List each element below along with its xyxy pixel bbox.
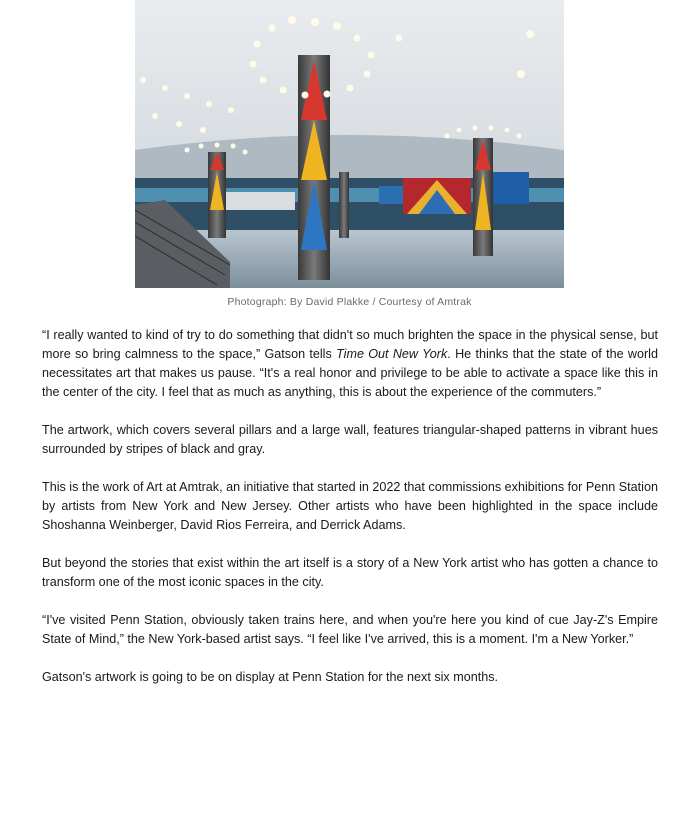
article-paragraph: But beyond the stories that exist within the art itself is a story of a New York artist who has gotten a chance to transform one of the most iconic spaces in the city.: [42, 556, 658, 589]
article-photo: [135, 0, 564, 288]
article-paragraph: Gatson's artwork is going to be on display at Penn Station for the next six months.: [42, 670, 499, 684]
penn-station-illustration: [135, 0, 564, 288]
article-body: [42, 326, 658, 706]
article-paragraph: This is the work of Art at Amtrak, an initiative that started in 2022 that commissions exhibitions for Penn Station by artists from New York and New Jersey. Other artists who have been highlighted in the space include Shoshanna Weinberger, David Rios Ferreira, and Derrick Adams.: [42, 480, 658, 532]
paragraph-text: “I really wanted to kind of try to do something that didn't so much brighten the space in the physical sense, but more so bring calmness to the space,” Gatson tells: [42, 328, 658, 361]
publication-name: Time Out New York: [336, 347, 448, 361]
article-paragraph: [42, 326, 658, 402]
paragraph-text: . He thinks that the state of the world necessitates art that makes us pause. “It's a real honor and privilege to be able to activate a space like this in the center of the city. I feel that as much as anything, this is about the experience of the commuters.”: [42, 347, 658, 399]
article-paragraph: The artwork, which covers several pillars and a large wall, features triangular-shaped patterns in vibrant hues surrounded by stripes of black and gray.: [42, 423, 658, 456]
article-paragraph: “I've visited Penn Station, obviously taken trains here, and when you're here you kind of cue Jay-Z's Empire State of Mind,” the New York-based artist says. “I feel like I've arrived, this is a moment. I'm a New Yorker.”: [42, 613, 658, 646]
photo-caption: Photograph: By David Plakke / Courtesy of Amtrak: [227, 296, 472, 308]
